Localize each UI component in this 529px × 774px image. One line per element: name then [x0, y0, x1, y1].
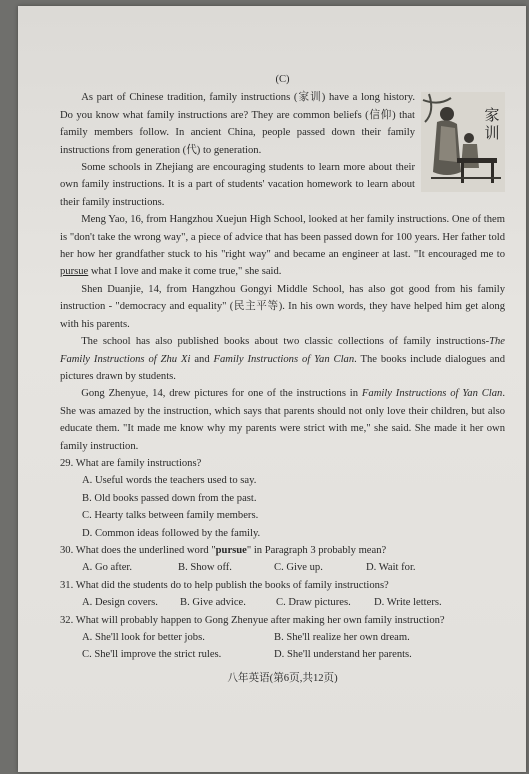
question-29-stem: 29. What are family instructions?	[60, 457, 202, 469]
book-title-zhu-xi: The Family Instructions of Zhu Xi	[60, 336, 505, 365]
question-30	[60, 542, 505, 577]
question-30-stem-end: " in Paragraph 3 probably mean?	[246, 544, 387, 556]
page-footer: 八年英语(第6页,共12页)	[227, 672, 338, 684]
question-31-option-d[interactable]: D. Write letters.	[374, 597, 442, 609]
question-32-option-a[interactable]: A. She'll look for better jobs.	[82, 632, 205, 643]
paragraph-1: As part of Chinese tradition, family instructions (家训) have a long history. Do you know what family instructions are? They are common beliefs (信仰) that family members follow. In ancient China, people passed down their family instructions from generation (代) to generation.	[60, 92, 415, 156]
question-32-option-b[interactable]: B. She'll realize her own dream.	[274, 632, 410, 643]
question-31-option-c[interactable]: C. Draw pictures.	[276, 597, 351, 609]
paragraph-4: Shen Duanjie, 14, from Hangzhou Gongyi Middle School, has also got good from his family instruction - "democracy and equality" (民主平等). In his own words, they have helped him get along with his parents.	[60, 283, 505, 330]
question-31	[60, 577, 505, 612]
question-31-options	[60, 594, 505, 611]
paragraph-3	[60, 211, 505, 281]
illustration-caption: 家训	[484, 106, 500, 143]
question-32-option-c[interactable]: C. She'll improve the strict rules.	[82, 649, 222, 661]
question-29	[60, 455, 505, 542]
paragraph-2: Some schools in Zhejiang are encouraging students to learn more about their own family instructions. It is a part of students' vacation homework to learn about their family instructions.	[60, 162, 415, 208]
paragraph-6-rest: . She was amazed by the instruction, which says that parents should not only love their children, but also educate them. "It made me know why my parents were strict with me," she said. She made it her own family instruction.	[60, 388, 505, 452]
section-label: (C)	[275, 74, 290, 85]
book-title-ref: Family Instructions of	[361, 388, 459, 400]
question-30-option-d[interactable]: D. Wait for.	[366, 562, 416, 574]
question-32-options-ab	[60, 629, 505, 646]
question-29-option-c[interactable]: C. Hearty talks between family members.	[82, 510, 259, 522]
question-29-option-d[interactable]: D. Common ideas followed by the family.	[82, 527, 261, 539]
paragraph-5	[60, 333, 505, 385]
paragraph-3-end: what I love and make it come true," she said.	[88, 266, 282, 278]
question-31-stem: 31. What did the students do to help publish the books of family instructions?	[60, 579, 389, 591]
question-32-option-d[interactable]: D. She'll understand her parents.	[274, 649, 412, 661]
paragraph-3-text: Meng Yao, 16, from Hangzhou Xuejun High School, looked at her family instructions. One of them is "don't take the wrong way", a piece of advice that has been passed down for 100 years. Her father told her how her grandfather stuck to his "right way" and became an engineer at last. "It encouraged me to	[60, 214, 505, 261]
question-30-option-a[interactable]: A. Go after.	[82, 562, 133, 574]
underlined-word-pursue: pursue	[60, 266, 89, 278]
exam-page	[18, 6, 526, 772]
question-29-option-b[interactable]: B. Old books passed down from the past.	[82, 492, 257, 504]
paragraph-6	[60, 385, 505, 455]
question-32-stem: 32. What will probably happen to Gong Zhenyue after making her own family instruction?	[60, 614, 445, 626]
question-30-options	[60, 559, 505, 576]
reading-passage	[60, 71, 505, 687]
question-30-keyword: pursue	[215, 544, 247, 556]
book-title-yan-clan: Family Instructions of Yan Clan	[213, 353, 355, 365]
question-30-option-c[interactable]: C. Give up.	[274, 562, 323, 574]
paragraph-5-text: The school has also published books about two classic collections of family instructions-	[81, 336, 490, 348]
paragraph-5-and: and	[190, 353, 214, 365]
question-32-options-cd	[60, 646, 505, 663]
question-31-option-b[interactable]: B. Give advice.	[180, 597, 246, 609]
question-30-stem-start: 30. What does the underlined word "	[60, 544, 216, 556]
question-31-option-a[interactable]: A. Design covers.	[82, 597, 158, 609]
question-32	[60, 612, 505, 664]
paragraph-5-end: . The books include dialogues and pictures drawn by students.	[60, 353, 506, 382]
family-instruction-illustration	[421, 92, 505, 192]
intro-block	[60, 89, 505, 211]
question-29-option-a[interactable]: A. Useful words the teachers used to say.	[82, 475, 257, 487]
question-30-option-b[interactable]: B. Show off.	[178, 562, 232, 574]
paragraph-6-rest-start: Yan Clan	[462, 388, 503, 400]
question-30-stem	[60, 542, 505, 559]
paragraph-6-text: Gong Zhenyue, 14, drew pictures for one of the instructions in	[81, 388, 362, 400]
